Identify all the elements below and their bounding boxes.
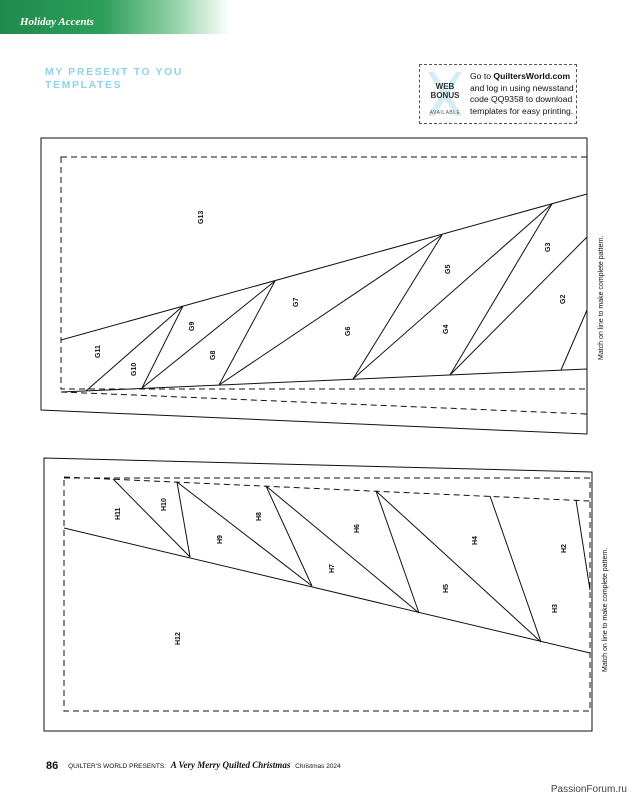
template-h-labels [115,498,609,672]
label-h3: H3 [552,604,559,613]
template-g-seam [61,157,587,389]
match-note-g: Match on line to make complete pattern. [598,235,605,360]
template-g-labels [95,211,605,376]
label-h5: H5 [443,584,450,593]
template-g [41,138,587,434]
label-g2: G2 [560,294,567,304]
label-h12: H12 [175,632,182,645]
label-g4: G4 [443,324,450,334]
page-number: 86 [46,760,59,772]
bonus-site-link[interactable]: QuiltersWorld.com [493,71,571,81]
match-note-h: Match on line to make complete pattern. [602,547,609,672]
label-g7: G7 [293,297,300,307]
label-h7: H7 [329,564,336,573]
bonus-text-post: and log in using newsstand code QQ9358 to download templates for easy printing. [470,82,574,116]
label-g9: G9 [189,321,196,331]
label-g3: G3 [545,242,552,252]
label-h4: H4 [472,536,479,545]
label-g10: G10 [131,362,138,376]
label-g11: G11 [95,345,102,358]
section-title: Holiday Accents [20,16,94,28]
label-g6: G6 [345,326,352,336]
templates-title-line1: MY PRESENT TO YOU [45,66,184,78]
template-h [44,458,592,731]
page-footer [46,760,341,772]
label-h11: H11 [115,507,122,520]
badge-available: AVAILABLE [429,110,461,116]
template-h-seam [64,478,590,711]
template-h-outer [44,458,592,731]
watermark: PassionForum.ru [550,784,627,795]
badge-bonus: BONUS [430,91,460,100]
footer-edition: Christmas 2024 [295,763,341,770]
footer-publisher: QUILTER'S WORLD PRESENTS: [68,763,166,770]
label-g13: G13 [198,210,205,224]
label-h10: H10 [161,498,168,511]
badge-web: WEB [435,82,455,91]
label-g5: G5 [445,264,452,274]
label-h8: H8 [256,512,263,521]
label-h2: H2 [561,544,568,553]
footer-title: A Very Merry Quilted Christmas [170,760,291,770]
label-g8: G8 [210,350,217,360]
label-h6: H6 [354,524,361,533]
bonus-text-pre: Go to [470,71,494,81]
label-h9: H9 [217,535,224,544]
templates-title-line2: TEMPLATES [45,79,123,91]
